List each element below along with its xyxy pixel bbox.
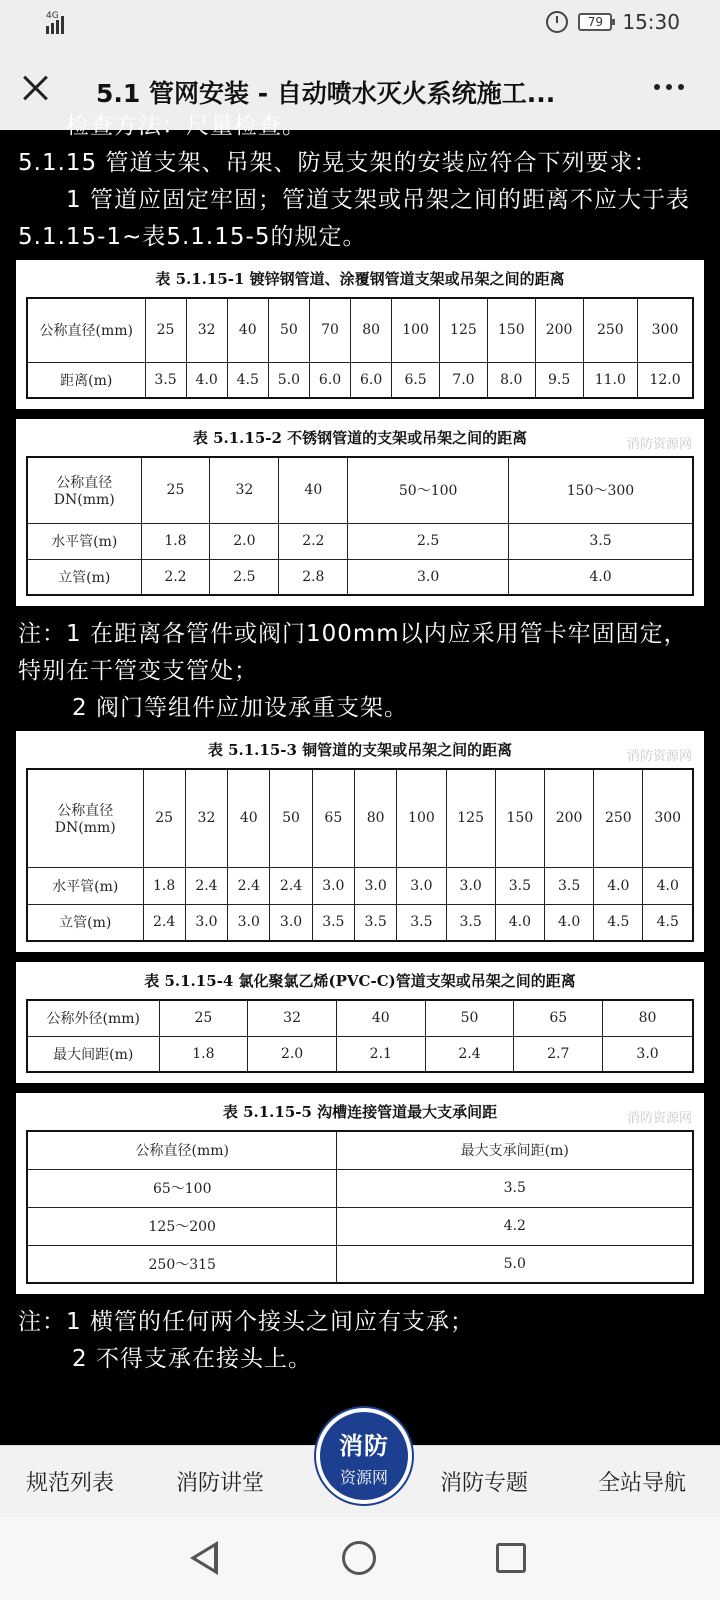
table-cell: 3.5 xyxy=(354,904,396,941)
table-cell: 4.0 xyxy=(594,867,643,904)
table-caption: 表 5.1.15-3 铜管道的支架或吊架之间的距离 xyxy=(207,741,513,759)
table-cell: 3.0 xyxy=(446,867,495,904)
table-cell: 32 xyxy=(186,298,227,362)
table-caption: 表 5.1.15-2 不锈钢管道的支架或吊架之间的距离 xyxy=(192,429,528,447)
table-cell: 2.2 xyxy=(141,559,210,595)
table-cell: 2.5 xyxy=(348,523,509,559)
table-cell: 3.0 xyxy=(603,1036,693,1072)
table-cell: 3.0 xyxy=(354,867,396,904)
watermark: 消防资源网 xyxy=(626,437,692,452)
table-cell: 3.5 xyxy=(495,867,544,904)
table-cell: 150 xyxy=(487,298,535,362)
table-5-1-15-2 xyxy=(16,419,704,606)
table-cell: 4.0 xyxy=(544,904,593,941)
table-5-1-15-5 xyxy=(16,1093,704,1294)
table-cell: 125 xyxy=(446,769,495,867)
page-title: 5.1 管网安装 - 自动喷水灭火系统施工... xyxy=(96,79,556,108)
column-header: 公称直径(mm) xyxy=(27,1131,337,1169)
table-cell: 2.0 xyxy=(210,523,279,559)
table-caption: 表 5.1.15-4 氯化聚氯乙烯(PVC-C)管道支架或吊架之间的距离 xyxy=(144,972,576,990)
clock: 15:30 xyxy=(622,10,680,34)
table-cell: 40 xyxy=(336,1000,425,1036)
table-cell: 3.5 xyxy=(544,867,593,904)
table-cell: 2.4 xyxy=(143,904,185,941)
table-cell: 80 xyxy=(603,1000,693,1036)
table-cell: 2.0 xyxy=(248,1036,337,1072)
note-1b: 2 阀门等组件应加设承重支架。 xyxy=(72,695,408,721)
table-cell: 5.0 xyxy=(337,1245,693,1283)
table-cell: 65～100 xyxy=(27,1169,337,1207)
table-cell: 1.8 xyxy=(143,867,185,904)
table-cell: 40 xyxy=(227,298,268,362)
table-cell: 32 xyxy=(185,769,227,867)
table-cell: 3.5 xyxy=(397,904,446,941)
table-cell: 2.2 xyxy=(279,523,348,559)
table-cell: 4.0 xyxy=(495,904,544,941)
table-5-1-15-3 xyxy=(16,731,704,952)
article-content[interactable] xyxy=(0,113,720,1445)
table-cell: 250 xyxy=(594,769,643,867)
table-cell: 11.0 xyxy=(583,362,638,398)
clause-heading: 5.1.15 管道支架、吊架、防晃支架的安装应符合下列要求： xyxy=(18,150,658,176)
table-cell: 5.0 xyxy=(268,362,309,398)
table-cell: 50 xyxy=(425,1000,514,1036)
table-cell: 4.2 xyxy=(337,1207,693,1245)
table-5-1-15-4 xyxy=(16,962,704,1083)
table-cell: 200 xyxy=(544,769,593,867)
table-cell: 3.0 xyxy=(397,867,446,904)
table-cell: 6.0 xyxy=(309,362,350,398)
status-bar xyxy=(0,0,720,48)
table-cell: 4.0 xyxy=(186,362,227,398)
row-label: 水平管(m) xyxy=(27,867,143,904)
table-cell: 125～200 xyxy=(27,1207,337,1245)
table-cell: 3.0 xyxy=(228,904,270,941)
table-cell: 32 xyxy=(248,1000,337,1036)
table-cell: 50 xyxy=(268,298,309,362)
table-cell: 3.5 xyxy=(446,904,495,941)
table-cell: 2.4 xyxy=(270,867,312,904)
clause-item-1: 1 管道应固定牢固；管道支架或吊架之间的距离不应大于表5.1.15-1~表5.1.15-5的规定。 xyxy=(18,187,690,250)
table-cell: 150 xyxy=(495,769,544,867)
table-caption: 表 5.1.15-1 镀锌钢管道、涂覆钢管道支架或吊架之间的距离 xyxy=(155,270,565,288)
table-cell: 9.5 xyxy=(535,362,583,398)
nav-lecture-hall[interactable]: 消防讲堂 xyxy=(176,1471,265,1496)
table-cell: 40 xyxy=(279,457,348,523)
table-cell: 25 xyxy=(143,769,185,867)
logo-line-1: 消防 xyxy=(339,1432,389,1460)
row-label: 立管(m) xyxy=(27,559,141,595)
site-logo-button[interactable] xyxy=(316,1408,412,1504)
watermark: 消防资源网 xyxy=(626,1111,692,1126)
table-cell: 300 xyxy=(643,769,693,867)
table-cell: 2.4 xyxy=(228,867,270,904)
table-cell: 8.0 xyxy=(487,362,535,398)
table-cell: 3.0 xyxy=(348,559,509,595)
table-cell: 4.5 xyxy=(227,362,268,398)
table-cell: 25 xyxy=(141,457,210,523)
table-cell: 300 xyxy=(638,298,693,362)
table-5-1-15-1 xyxy=(16,260,704,409)
table-cell: 50～100 xyxy=(348,457,509,523)
table-cell: 250 xyxy=(583,298,638,362)
table-cell: 200 xyxy=(535,298,583,362)
table-cell: 65 xyxy=(312,769,354,867)
more-options-icon[interactable] xyxy=(654,84,684,90)
table-cell: 1.8 xyxy=(141,523,210,559)
table-cell: 6.5 xyxy=(392,362,440,398)
table-cell: 12.0 xyxy=(638,362,693,398)
row-label: 公称直径(mm) xyxy=(27,298,145,362)
row-label: 立管(m) xyxy=(27,904,143,941)
table-cell: 70 xyxy=(309,298,350,362)
note-1a: 注：1 在距离各管件或阀门100mm以内应采用管卡牢固固定，特别在干管变支管处； xyxy=(18,621,688,684)
table-cell: 2.7 xyxy=(514,1036,603,1072)
column-header: 最大支承间距(m) xyxy=(337,1131,693,1169)
table-cell: 6.0 xyxy=(351,362,392,398)
table-cell: 100 xyxy=(392,298,440,362)
table-cell: 150～300 xyxy=(509,457,694,523)
table-cell: 2.5 xyxy=(210,559,279,595)
table-caption: 表 5.1.15-5 沟槽连接管道最大支承间距 xyxy=(222,1103,498,1121)
logo-line-2: 资源网 xyxy=(339,1468,388,1487)
watermark: 消防资源网 xyxy=(626,749,692,764)
nav-site-map[interactable]: 全站导航 xyxy=(598,1471,687,1496)
table-cell: 2.8 xyxy=(279,559,348,595)
table-cell: 3.5 xyxy=(312,904,354,941)
table-cell: 25 xyxy=(159,1000,248,1036)
table-cell: 25 xyxy=(145,298,186,362)
table-cell: 40 xyxy=(228,769,270,867)
cutoff-line: 检查方法：尺量检查。 xyxy=(66,113,306,139)
table-cell: 4.0 xyxy=(509,559,694,595)
row-label: 公称外径(mm) xyxy=(27,1000,159,1036)
table-cell: 100 xyxy=(397,769,446,867)
alarm-icon xyxy=(546,11,568,33)
table-cell: 65 xyxy=(514,1000,603,1036)
network-type: 4G xyxy=(46,11,59,21)
table-cell: 125 xyxy=(440,298,488,362)
table-cell: 2.4 xyxy=(185,867,227,904)
battery-icon: 79 xyxy=(578,13,612,31)
table-cell: 3.5 xyxy=(145,362,186,398)
signal-icon xyxy=(46,12,64,34)
row-label: 距离(m) xyxy=(27,362,145,398)
table-cell: 3.5 xyxy=(509,523,694,559)
recent-apps-icon[interactable] xyxy=(496,1543,526,1573)
row-label: 水平管(m) xyxy=(27,523,141,559)
table-cell: 4.5 xyxy=(643,904,693,941)
nav-spec-list[interactable]: 规范列表 xyxy=(26,1471,115,1496)
home-icon[interactable] xyxy=(342,1541,376,1575)
table-cell: 250～315 xyxy=(27,1245,337,1283)
table-cell: 80 xyxy=(354,769,396,867)
nav-topics[interactable]: 消防专题 xyxy=(440,1471,529,1496)
row-label: 公称直径 DN(mm) xyxy=(27,769,143,867)
table-cell: 7.0 xyxy=(440,362,488,398)
row-label: 公称直径 DN(mm) xyxy=(27,457,141,523)
note-2b: 2 不得支承在接头上。 xyxy=(72,1346,312,1372)
table-cell: 3.0 xyxy=(312,867,354,904)
table-cell: 2.1 xyxy=(336,1036,425,1072)
table-cell: 4.5 xyxy=(594,904,643,941)
table-cell: 3.5 xyxy=(337,1169,693,1207)
close-icon[interactable] xyxy=(18,70,54,106)
table-cell: 3.0 xyxy=(270,904,312,941)
table-cell: 32 xyxy=(210,457,279,523)
table-cell: 4.0 xyxy=(643,867,693,904)
system-nav-bar xyxy=(0,1517,720,1600)
table-cell: 1.8 xyxy=(159,1036,248,1072)
table-cell: 3.0 xyxy=(185,904,227,941)
table-cell: 80 xyxy=(351,298,392,362)
table-cell: 50 xyxy=(270,769,312,867)
back-icon[interactable] xyxy=(190,1541,218,1575)
table-cell: 2.4 xyxy=(425,1036,514,1072)
note-2a: 注：1 横管的任何两个接头之间应有支承； xyxy=(18,1309,474,1335)
row-label: 最大间距(m) xyxy=(27,1036,159,1072)
